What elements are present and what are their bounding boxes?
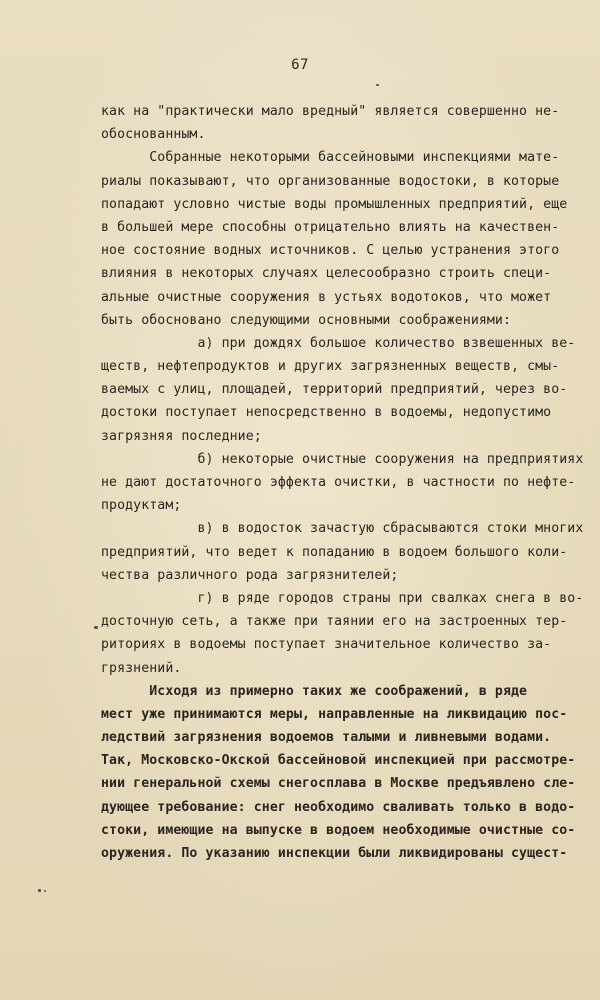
paper-speck <box>44 890 46 892</box>
text-line: влияния в некоторых случаях целесообразно строить специ- <box>101 266 552 282</box>
typed-body-text <box>101 100 584 865</box>
text-line: Собранные некоторыми бассейновыми инспекциями мате- <box>101 150 560 166</box>
text-line: загрязняя последние; <box>101 428 262 444</box>
text-line: чества различного рода загрязнителей; <box>101 567 399 583</box>
text-line: а) при дождях большое количество взвешенных ве- <box>101 335 576 351</box>
text-line: дующее требование: снег необходимо сваливать только в водо- <box>101 799 576 815</box>
text-line: предприятий, что ведет к попаданию в водоем большого коли- <box>101 544 568 560</box>
text-line: ное состояние водных источников. С целью устранения этого <box>101 243 560 259</box>
text-line: как на "практически мало вредный" является совершенно не- <box>101 104 560 119</box>
text-line: грязнений. <box>101 660 182 676</box>
text-line: Исходя из примерно таких же соображений, в ряде <box>101 683 528 699</box>
text-line: попадают условно чистые воды промышленных предприятий, еще <box>101 196 568 212</box>
text-line: оружения. По указанию инспекции были ликвидированы сущест- <box>101 846 568 861</box>
text-line: в) в водосток зачастую сбрасываются стоки многих <box>101 521 584 537</box>
text-line: достоки поступает непосредственно в водоемы, недопустимо <box>101 405 552 421</box>
paper-speck <box>38 889 41 892</box>
text-line: риториях в водоемы поступает значительное количество за- <box>101 637 552 653</box>
text-line: г) в ряде городов страны при свалках снега в во- <box>101 590 584 606</box>
paper-speck <box>94 626 98 629</box>
text-line: ществ, нефтепродуктов и других загрязненных веществ, смы- <box>101 359 560 375</box>
text-line: мест уже принимаются меры, направленные на ликвидацию пос- <box>101 706 568 722</box>
text-line: не дают достаточного эффекта очистки, в частности по нефте- <box>101 475 576 490</box>
text-line: б) некоторые очистные сооружения на предприятиях <box>101 451 584 467</box>
page-number: 67 <box>291 57 309 73</box>
text-line: альные очистные сооружения в устьях водотоков, что может <box>101 289 552 305</box>
text-line: ваемых с улиц, площадей, территорий предприятий, через во- <box>101 382 568 398</box>
text-line: стоки, имеющие на выпуске в водоем необходимые очистные со- <box>101 822 576 838</box>
text-line: в большей мере способны отрицательно влиять на качествен- <box>101 219 560 235</box>
paper-speck <box>376 84 379 86</box>
text-line: Так, Московско-Окской бассейновой инспекцией при рассмотре- <box>101 753 576 769</box>
text-line: ледствий загрязнения водоемов талыми и ливневыми водами. <box>101 730 552 746</box>
text-line: обоснованным. <box>101 127 206 143</box>
text-line: риалы показывают, что организованные водостоки, в которые <box>101 173 560 189</box>
text-line: быть обосновано следующими основными соображениями: <box>101 312 512 328</box>
text-line: нии генеральной схемы снегосплава в Москве предъявлено сле- <box>101 776 576 792</box>
text-line: продуктам; <box>101 498 182 514</box>
text-line: досточную сеть, а также при таянии его на застроенных тер- <box>101 614 568 630</box>
